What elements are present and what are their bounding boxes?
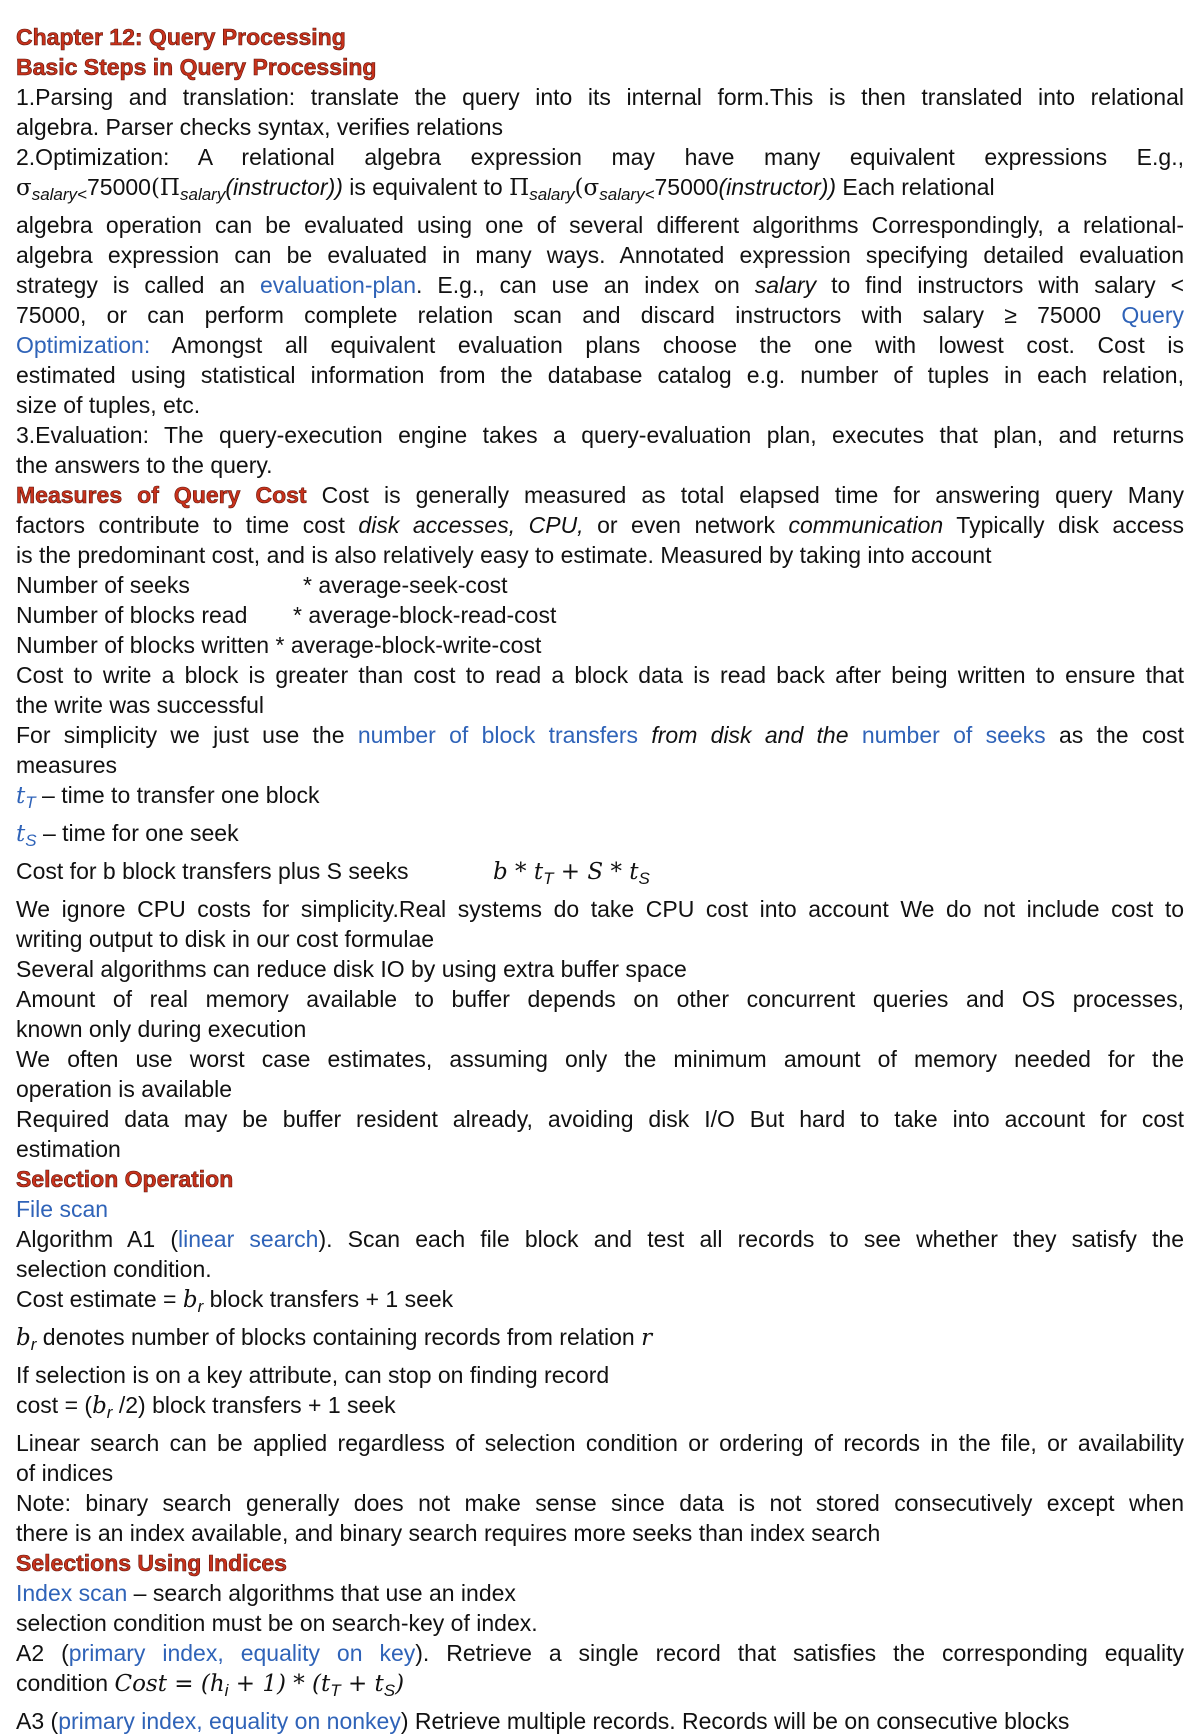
cost-estimate-line bbox=[16, 1284, 1184, 1322]
text-run: Amongst all equivalent evaluation plans choose the one with lowest cost. Cost is bbox=[150, 332, 1184, 358]
cost-row-written bbox=[16, 630, 1184, 660]
paragraph-line bbox=[16, 1224, 1184, 1254]
cost-row-value: * average-block-write-cost bbox=[269, 632, 542, 658]
paragraph-line: operation is available bbox=[16, 1076, 233, 1102]
text-run: ). Retrieve a single record that satisfies the corresponding equality bbox=[415, 1640, 1184, 1666]
expr-subscript: salary< bbox=[599, 185, 655, 204]
paragraph-line: We ignore CPU costs for simplicity.Real systems do take CPU cost into account We do not include cost to bbox=[16, 896, 1184, 922]
text-run: Algorithm A1 ( bbox=[16, 1226, 178, 1252]
paragraph-line: If selection is on a key attribute, can stop on finding record bbox=[16, 1362, 610, 1388]
paragraph-line: estimation bbox=[16, 1136, 121, 1162]
paragraph-line: is the predominant cost, and is also relatively easy to estimate. Measured by taking into account bbox=[16, 542, 992, 568]
evaluation-plan-term: evaluation-plan bbox=[259, 272, 416, 298]
paragraph-line: selection condition must be on search-key of index. bbox=[16, 1610, 538, 1636]
cost-row-label: Number of blocks read bbox=[16, 602, 248, 628]
text-run: For simplicity we just use the bbox=[16, 722, 358, 748]
paragraph-line: algebra operation can be evaluated using one of several different algorithms Correspondingly, a relational- bbox=[16, 212, 1184, 238]
math-formula: + t bbox=[340, 1671, 384, 1697]
file-scan-subheading: File scan bbox=[16, 1196, 109, 1222]
math-formula: b * t bbox=[493, 859, 544, 885]
math-formula: Cost = (h bbox=[114, 1671, 225, 1697]
math-symbol: t bbox=[16, 783, 26, 809]
text-run: Cost for b block transfers plus S seeks bbox=[16, 858, 409, 884]
section-heading-indices: Selections Using Indices bbox=[16, 1550, 287, 1576]
math-symbol: b bbox=[92, 1393, 107, 1419]
a2-cost-line bbox=[16, 1668, 1184, 1706]
expr-subscript: salary< bbox=[31, 185, 87, 204]
paragraph-line: known only during execution bbox=[16, 1016, 307, 1042]
section-heading-selection: Selection Operation bbox=[16, 1166, 234, 1192]
text-run: . E.g., can use an index on bbox=[416, 272, 755, 298]
cost-row-seeks bbox=[16, 570, 1184, 600]
math-subscript: S bbox=[25, 831, 37, 850]
relational-expression-line bbox=[16, 172, 1184, 210]
expr-text: Each relational bbox=[836, 174, 995, 200]
math-formula: + S * t bbox=[553, 859, 639, 885]
paragraph-line: 1.Parsing and translation: translate the query into its internal form.This is then translated into relational bbox=[16, 84, 1184, 110]
expr-subscript: salary bbox=[529, 185, 575, 204]
block-transfers-term: number of block transfers bbox=[357, 722, 639, 748]
paragraph-line bbox=[16, 270, 1184, 300]
cost-row-label: Number of blocks written bbox=[16, 632, 270, 658]
text-run: 75000, or can perform complete relation scan and discard instructors with salary ≥ 75000 bbox=[16, 302, 1122, 328]
text-run: – time to transfer one block bbox=[35, 782, 320, 808]
italic-term: disk accesses, CPU, bbox=[358, 512, 584, 538]
cost-row-value: * average-seek-cost bbox=[303, 572, 508, 598]
paragraph-line: 3.Evaluation: The query-execution engine takes a query-evaluation plan, executes that plan, and returns bbox=[16, 422, 1184, 448]
salary-term: salary bbox=[754, 272, 817, 298]
math-subscript: S bbox=[383, 1681, 396, 1700]
paragraph-line: Several algorithms can reduce disk IO by using extra buffer space bbox=[16, 956, 687, 982]
text-run: A3 ( bbox=[16, 1708, 59, 1734]
paragraph-line: Linear search can be applied regardless of selection condition or ordering of records in the file, or availability bbox=[16, 1430, 1184, 1456]
paragraph-line bbox=[16, 1638, 1184, 1668]
linear-search-term: linear search bbox=[178, 1226, 319, 1252]
paragraph-line: Required data may be buffer resident already, avoiding disk I/O But hard to take into account for cost bbox=[16, 1106, 1184, 1132]
expr-relation: (instructor)) bbox=[225, 174, 343, 200]
math-formula: + 1) * (t bbox=[228, 1671, 331, 1697]
paragraph-line bbox=[16, 1706, 1184, 1736]
expr-relation: (instructor)) bbox=[718, 174, 837, 200]
paragraph-line: of indices bbox=[16, 1460, 114, 1486]
definition-tt bbox=[16, 780, 1184, 818]
text-run: condition bbox=[16, 1670, 115, 1696]
paragraph-line: measures bbox=[16, 752, 117, 778]
paragraph-line: selection condition. bbox=[16, 1256, 212, 1282]
paragraph-line: writing output to disk in our cost formulae bbox=[16, 926, 435, 952]
paragraph-line: size of tuples, etc. bbox=[16, 392, 201, 418]
text-run: strategy is called an bbox=[16, 272, 260, 298]
italic-term: communication bbox=[788, 512, 944, 538]
text-run: Cost is generally measured as total elapsed time for answering query Many bbox=[306, 482, 1184, 508]
paragraph-line: We often use worst case estimates, assuming only the minimum amount of memory needed for the bbox=[16, 1046, 1184, 1072]
a3-term: primary index, equality on nonkey bbox=[58, 1708, 401, 1734]
paragraph-line: estimated using statistical information from the database catalog e.g. number of tuples in each relation, bbox=[16, 362, 1184, 388]
cost-formula-line bbox=[16, 856, 1184, 894]
expr-number: 75000 bbox=[654, 174, 719, 200]
text-run: or even network bbox=[583, 512, 789, 538]
text-run: block transfers + 1 seek bbox=[203, 1286, 454, 1312]
text-run: factors contribute to time cost bbox=[16, 512, 359, 538]
cost-row-value: * average-block-read-cost bbox=[293, 602, 557, 628]
paragraph-line: the answers to the query. bbox=[16, 452, 273, 478]
definition-ts bbox=[16, 818, 1184, 856]
paragraph-line: the write was successful bbox=[16, 692, 264, 718]
math-subscript: S bbox=[638, 869, 650, 888]
text-run: as the cost bbox=[1045, 722, 1185, 748]
sigma-symbol: σ bbox=[16, 175, 32, 201]
text-run: ). Scan each file block and test all records to see whether they satisfy the bbox=[318, 1226, 1184, 1252]
math-symbol: b bbox=[16, 1325, 31, 1351]
paragraph-line bbox=[16, 300, 1184, 330]
text-run: A2 ( bbox=[16, 1640, 69, 1666]
section-heading-basic-steps: Basic Steps in Query Processing bbox=[16, 54, 377, 80]
pi-symbol: (Π bbox=[150, 175, 180, 201]
math-subscript: T bbox=[330, 1681, 341, 1700]
paragraph-line bbox=[16, 720, 1184, 750]
cost-row-label: Number of seeks bbox=[16, 572, 190, 598]
sigma-symbol: (σ bbox=[574, 175, 600, 201]
paragraph-line: algebra. Parser checks syntax, verifies relations bbox=[16, 114, 504, 140]
paragraph-line: Amount of real memory available to buffer depends on other concurrent queries and OS processes, bbox=[16, 986, 1184, 1012]
math-subscript: r bbox=[30, 1335, 37, 1354]
math-subscript: T bbox=[25, 793, 36, 812]
a2-term: primary index, equality on key bbox=[68, 1640, 416, 1666]
paragraph-line bbox=[16, 510, 1184, 540]
cost-row-read bbox=[16, 600, 1184, 630]
text-run: Cost estimate = bbox=[16, 1286, 183, 1312]
paragraph-line: algebra expression can be evaluated in many ways. Annotated expression specifying detailed evaluation bbox=[16, 242, 1184, 268]
cost-line bbox=[16, 1390, 1184, 1428]
math-subscript: i bbox=[224, 1681, 229, 1700]
text-run: denotes number of blocks containing records from relation bbox=[36, 1324, 642, 1350]
math-symbol: b bbox=[182, 1287, 198, 1313]
expr-subscript: salary bbox=[179, 185, 226, 204]
text-run: – search algorithms that use an index bbox=[127, 1580, 516, 1606]
section-heading-measures: Measures of Query Cost bbox=[16, 482, 307, 508]
text-run: ) Retrieve multiple records. Records will be on consecutive blocks bbox=[400, 1708, 1070, 1734]
text-run: Typically disk access bbox=[943, 512, 1184, 538]
text-run: – time for one seek bbox=[36, 820, 239, 846]
math-formula: ) bbox=[395, 1671, 405, 1697]
document-page bbox=[16, 22, 1184, 1736]
pi-symbol: Π bbox=[509, 175, 530, 201]
expr-number: 75000 bbox=[86, 174, 151, 200]
paragraph-line: Cost to write a block is greater than cost to read a block data is read back after being written to ensure that bbox=[16, 662, 1184, 688]
italic-term: from disk and the bbox=[638, 722, 862, 748]
math-symbol: t bbox=[16, 821, 26, 847]
text-run: cost = ( bbox=[16, 1392, 93, 1418]
index-scan-term: Index scan bbox=[16, 1580, 128, 1606]
query-optimization-term: Optimization: bbox=[16, 332, 151, 358]
math-subscript: T bbox=[543, 869, 554, 888]
chapter-title: Chapter 12: Query Processing bbox=[16, 24, 346, 50]
math-subscript: r bbox=[197, 1297, 204, 1316]
paragraph-line: 2.Optimization: A relational algebra expression may have many equivalent expressions E.g., bbox=[16, 144, 1184, 170]
math-symbol: r bbox=[641, 1325, 653, 1351]
paragraph-line bbox=[16, 330, 1184, 360]
query-optimization-term: Query bbox=[1121, 302, 1184, 328]
text-run: to find instructors with salary < bbox=[816, 272, 1184, 298]
index-scan-line bbox=[16, 1578, 1184, 1608]
seeks-term: number of seeks bbox=[861, 722, 1046, 748]
expr-text: is equivalent to bbox=[342, 174, 510, 200]
paragraph-line: Note: binary search generally does not make sense since data is not stored consecutively except when bbox=[16, 1490, 1184, 1516]
paragraph-line bbox=[16, 480, 1184, 510]
paragraph-line: there is an index available, and binary search requires more seeks than index search bbox=[16, 1520, 881, 1546]
text-run: /2) block transfers + 1 seek bbox=[112, 1392, 396, 1418]
math-subscript: r bbox=[106, 1403, 113, 1422]
definition-br bbox=[16, 1322, 1184, 1360]
